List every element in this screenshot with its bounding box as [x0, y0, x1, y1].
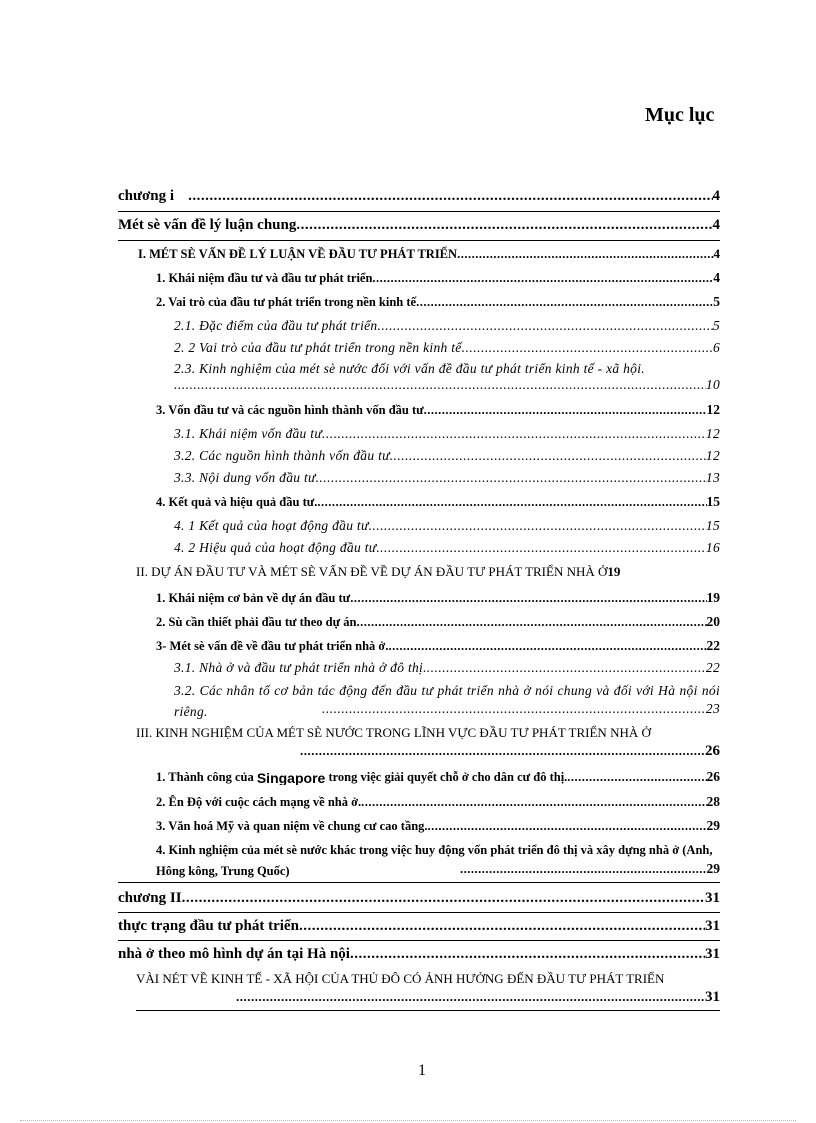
toc-entry-text: 1. Khái niệm cơ bản về dự án đầu tư: [156, 591, 351, 605]
toc-entry-3-1[interactable]: [174, 426, 720, 442]
toc-entry-text: 2.3. Kinh nghiệm của mét sè nước đối với vấn đề đầu tư phát triển kinh tế - xã hội.: [174, 361, 645, 376]
toc-entry-2-3[interactable]: [174, 358, 720, 379]
toc-entry-page: 4: [712, 188, 720, 204]
page-title: Mục lục: [645, 104, 715, 126]
toc-entry-page: 31: [705, 989, 720, 1005]
toc-entry-2-3-leader: [174, 377, 720, 393]
toc-entry-page: 12: [705, 426, 720, 441]
toc-entry-page: 4: [713, 270, 720, 285]
toc-entry-page: 10: [705, 377, 720, 392]
toc-entry-text: 2. Vai trò của đầu tư phát triển trong nền kinh tế: [156, 295, 417, 309]
divider: [118, 912, 720, 913]
toc-entry-page: 19: [607, 564, 621, 579]
toc-entry-page: 5: [712, 318, 720, 333]
dot-leader: [174, 377, 706, 393]
toc-entry-section-3-leader: [300, 743, 720, 760]
dot-leader: [424, 403, 707, 418]
divider: [118, 882, 720, 883]
toc-entry-3-2[interactable]: [174, 448, 720, 464]
toc-entry-text: 3- Mét sè vấn đề về đầu tư phát triển nhà ở.: [156, 639, 389, 653]
toc-entry-3-4-leader: [460, 861, 720, 877]
dot-leader: [182, 890, 705, 907]
toc-entry-page: 12: [706, 402, 720, 417]
toc-entry-text: Mét sè vấn đề lý luận chung: [118, 217, 297, 233]
dot-leader: [393, 448, 705, 464]
dot-leader: [356, 615, 706, 630]
toc-entry-text: nhà ở theo mô hình dự án tại Hà nội: [118, 946, 350, 962]
dot-leader: [361, 795, 706, 810]
toc-entry-text: 4. 2 Hiệu quả của hoạt động đầu tư.: [174, 540, 381, 555]
dot-leader: [350, 591, 706, 606]
dot-leader: [322, 426, 706, 442]
toc-entry-text: VÀI NÉT VỀ KINH TẾ - XÃ HỘI CỦA THỦ ĐÔ CÓ ẢNH HƯỞNG ĐẾN ĐẦU TƯ PHÁT TRIỂN: [136, 971, 665, 986]
dot-leader: [428, 819, 707, 834]
dot-leader: [300, 743, 705, 759]
toc-entry-chapter-2-subtitle[interactable]: [118, 946, 720, 963]
dot-leader: [319, 470, 706, 486]
dot-leader: [457, 247, 713, 262]
dot-leader: [567, 770, 706, 785]
divider: [118, 211, 720, 212]
dot-leader: [372, 271, 713, 286]
toc-entry-chapter-2-section-1-leader: [236, 989, 720, 1006]
toc-entry-section-2[interactable]: [136, 564, 720, 580]
toc-entry-page: 31: [705, 946, 720, 962]
toc-entry-text-before: 1. Thành công của: [156, 770, 257, 784]
toc-entry-page: 29: [706, 861, 720, 876]
divider: [136, 1010, 720, 1011]
toc-entry-3-3-america[interactable]: [156, 818, 720, 834]
toc-entry-2-2-necessity[interactable]: [156, 614, 720, 630]
toc-entry-page: 12: [705, 448, 720, 463]
toc-entry-text: 4. Kinh nghiệm của mét sè nước khác trong việc huy động vốn phát triển đô thị và xây dựng nhà ở (Anh, Hông kông, Trung Quốc): [156, 843, 713, 878]
dot-leader: [388, 639, 706, 654]
toc-entry-2-3-housing[interactable]: [156, 638, 720, 654]
dot-leader: [350, 946, 705, 963]
dot-leader: [377, 318, 712, 334]
toc-entry-text: chương II: [118, 890, 182, 906]
toc-entry-1-4[interactable]: [156, 494, 720, 510]
dot-leader: [188, 188, 712, 205]
dot-leader: [380, 540, 706, 556]
toc-entry-text: thực trạng đầu tư phát triển: [118, 918, 299, 934]
toc-entry-page: 31: [705, 918, 720, 934]
dot-leader: [462, 340, 713, 356]
page-edge: [20, 1120, 796, 1121]
toc-entry-1-2[interactable]: [156, 294, 720, 310]
toc-entry-1-1[interactable]: [156, 270, 720, 286]
toc-entry-page: 28: [706, 794, 720, 809]
toc-entry-text-after: trong việc giải quyết chỗ ở cho dân cư đô thị.: [325, 770, 568, 784]
toc-entry-page: 16: [705, 540, 720, 555]
toc-entry-2-1-concept[interactable]: [156, 590, 720, 606]
toc-entry-text: 1. Khái niệm đầu tư và đầu tư phát triển: [156, 271, 373, 285]
toc-entry-chapter-2-section-1[interactable]: [136, 968, 720, 989]
divider: [118, 940, 720, 941]
toc-entry-chapter-1-title[interactable]: [118, 217, 720, 234]
toc-entry-page: 29: [706, 818, 720, 833]
toc-entry-4-1[interactable]: [174, 518, 720, 534]
toc-entry-chapter-1[interactable]: [118, 188, 720, 205]
toc-entry-chapter-2-title[interactable]: [118, 918, 720, 935]
toc-entry-text: 2. Sù cần thiết phải đầu tư theo dự án: [156, 615, 357, 629]
dot-leader: [317, 495, 706, 510]
toc-entry-page: 26: [705, 743, 720, 759]
toc-entry-text: 4. 1 Kết quả của hoạt động đầu tư.: [174, 518, 373, 533]
toc-entry-3-3[interactable]: [174, 470, 720, 486]
toc-entry-section-1[interactable]: [138, 246, 720, 262]
dot-leader: [236, 989, 705, 1005]
toc-entry-3-2-leader: [322, 701, 720, 717]
toc-entry-page: 4: [713, 246, 720, 261]
toc-entry-text: 3. Vốn đầu tư và các nguồn hình thành vốn đầu tư: [156, 403, 424, 417]
toc-entry-2-1[interactable]: [174, 318, 720, 334]
divider: [118, 240, 720, 241]
toc-entry-page: 19: [706, 590, 720, 605]
toc-entry-text: [156, 768, 567, 785]
toc-entry-text: chương i: [118, 188, 175, 204]
toc-entry-text: III. KINH NGHIỆM CỦA MÉT SÈ NƯỚC TRONG LĨNH VỰC ĐẦU TƯ PHÁT TRIỂN NHÀ Ở: [136, 725, 651, 740]
toc-entry-text: 3.1. Khái niệm vốn đầu tư: [174, 426, 322, 441]
dot-leader: [460, 862, 707, 877]
toc-entry-page: 23: [705, 701, 720, 716]
toc-entry-4-2[interactable]: [174, 540, 720, 556]
toc-entry-page: 26: [706, 769, 720, 784]
page-number: 1: [418, 1062, 426, 1079]
toc-entry-page: 15: [706, 494, 720, 509]
toc-entry-2-2[interactable]: [174, 340, 720, 356]
toc-entry-text: 3.3. Nội dung vốn đầu tư.: [174, 470, 320, 485]
dot-leader: [299, 918, 705, 935]
toc-entry-3-2-india[interactable]: [156, 794, 720, 810]
toc-entry-page: 31: [705, 890, 720, 906]
toc-entry-page: 5: [713, 294, 720, 309]
dot-leader: [372, 518, 706, 534]
singapore-label: Singapore: [256, 770, 326, 785]
toc-entry-3-1-singapore[interactable]: [156, 768, 720, 785]
dot-leader: [296, 217, 712, 234]
toc-entry-chapter-2[interactable]: [118, 890, 720, 907]
dot-leader: [416, 295, 713, 310]
toc-entry-page: 22: [706, 638, 720, 653]
toc-entry-text: 4. Kết quả và hiệu quả đầu tư.: [156, 495, 318, 509]
toc-entry-text: 2. 2 Vai trò của đầu tư phát triển trong nền kinh tế: [174, 340, 462, 355]
toc-entry-1-3[interactable]: [156, 402, 720, 418]
toc-entry-text: 3.2. Các nhân tố cơ bản tác động đến đầu tư phát triển nhà ở nói chung và đối với Hà nội nói riêng.: [174, 683, 720, 719]
toc-entry-text: 3.2. Các nguồn hình thành vốn đầu tư.: [174, 448, 394, 463]
toc-entry-page: 22: [705, 660, 720, 675]
toc-entry-text: II. DỰ ÁN ĐẦU TƯ VÀ MÉT SÈ VẤN ĐỀ VỀ DỰ ÁN ĐẦU TƯ PHÁT TRIỂN NHÀ Ở: [136, 564, 608, 579]
toc-entry-3-1-housing[interactable]: [174, 660, 720, 676]
toc-entry-page: 20: [706, 614, 720, 629]
toc-entry-text: I. MÉT SÈ VẤN ĐỀ LÝ LUẬN VỀ ĐẦU TƯ PHÁT TRIỂN: [138, 247, 458, 261]
toc-entry-page: 15: [705, 518, 720, 533]
toc-entry-text: 3.1. Nhà ở và đầu tư phát triển nhà ở đô thị.: [174, 660, 427, 675]
toc-entry-section-3[interactable]: [136, 722, 720, 743]
toc-entry-text: 2. Ên Độ với cuộc cách mạng về nhà ở.: [156, 795, 362, 809]
toc-entry-text: 2.1. Đặc điểm của đầu tư phát triển: [174, 318, 378, 333]
dot-leader: [427, 660, 706, 676]
toc-entry-page: 4: [712, 217, 720, 233]
toc-entry-page: 13: [705, 470, 720, 485]
dot-leader: [322, 701, 706, 717]
toc-entry-text: 3. Văn hoá Mỹ và quan niệm về chung cư cao tầng.: [156, 819, 428, 833]
toc-entry-page: 6: [712, 340, 720, 355]
